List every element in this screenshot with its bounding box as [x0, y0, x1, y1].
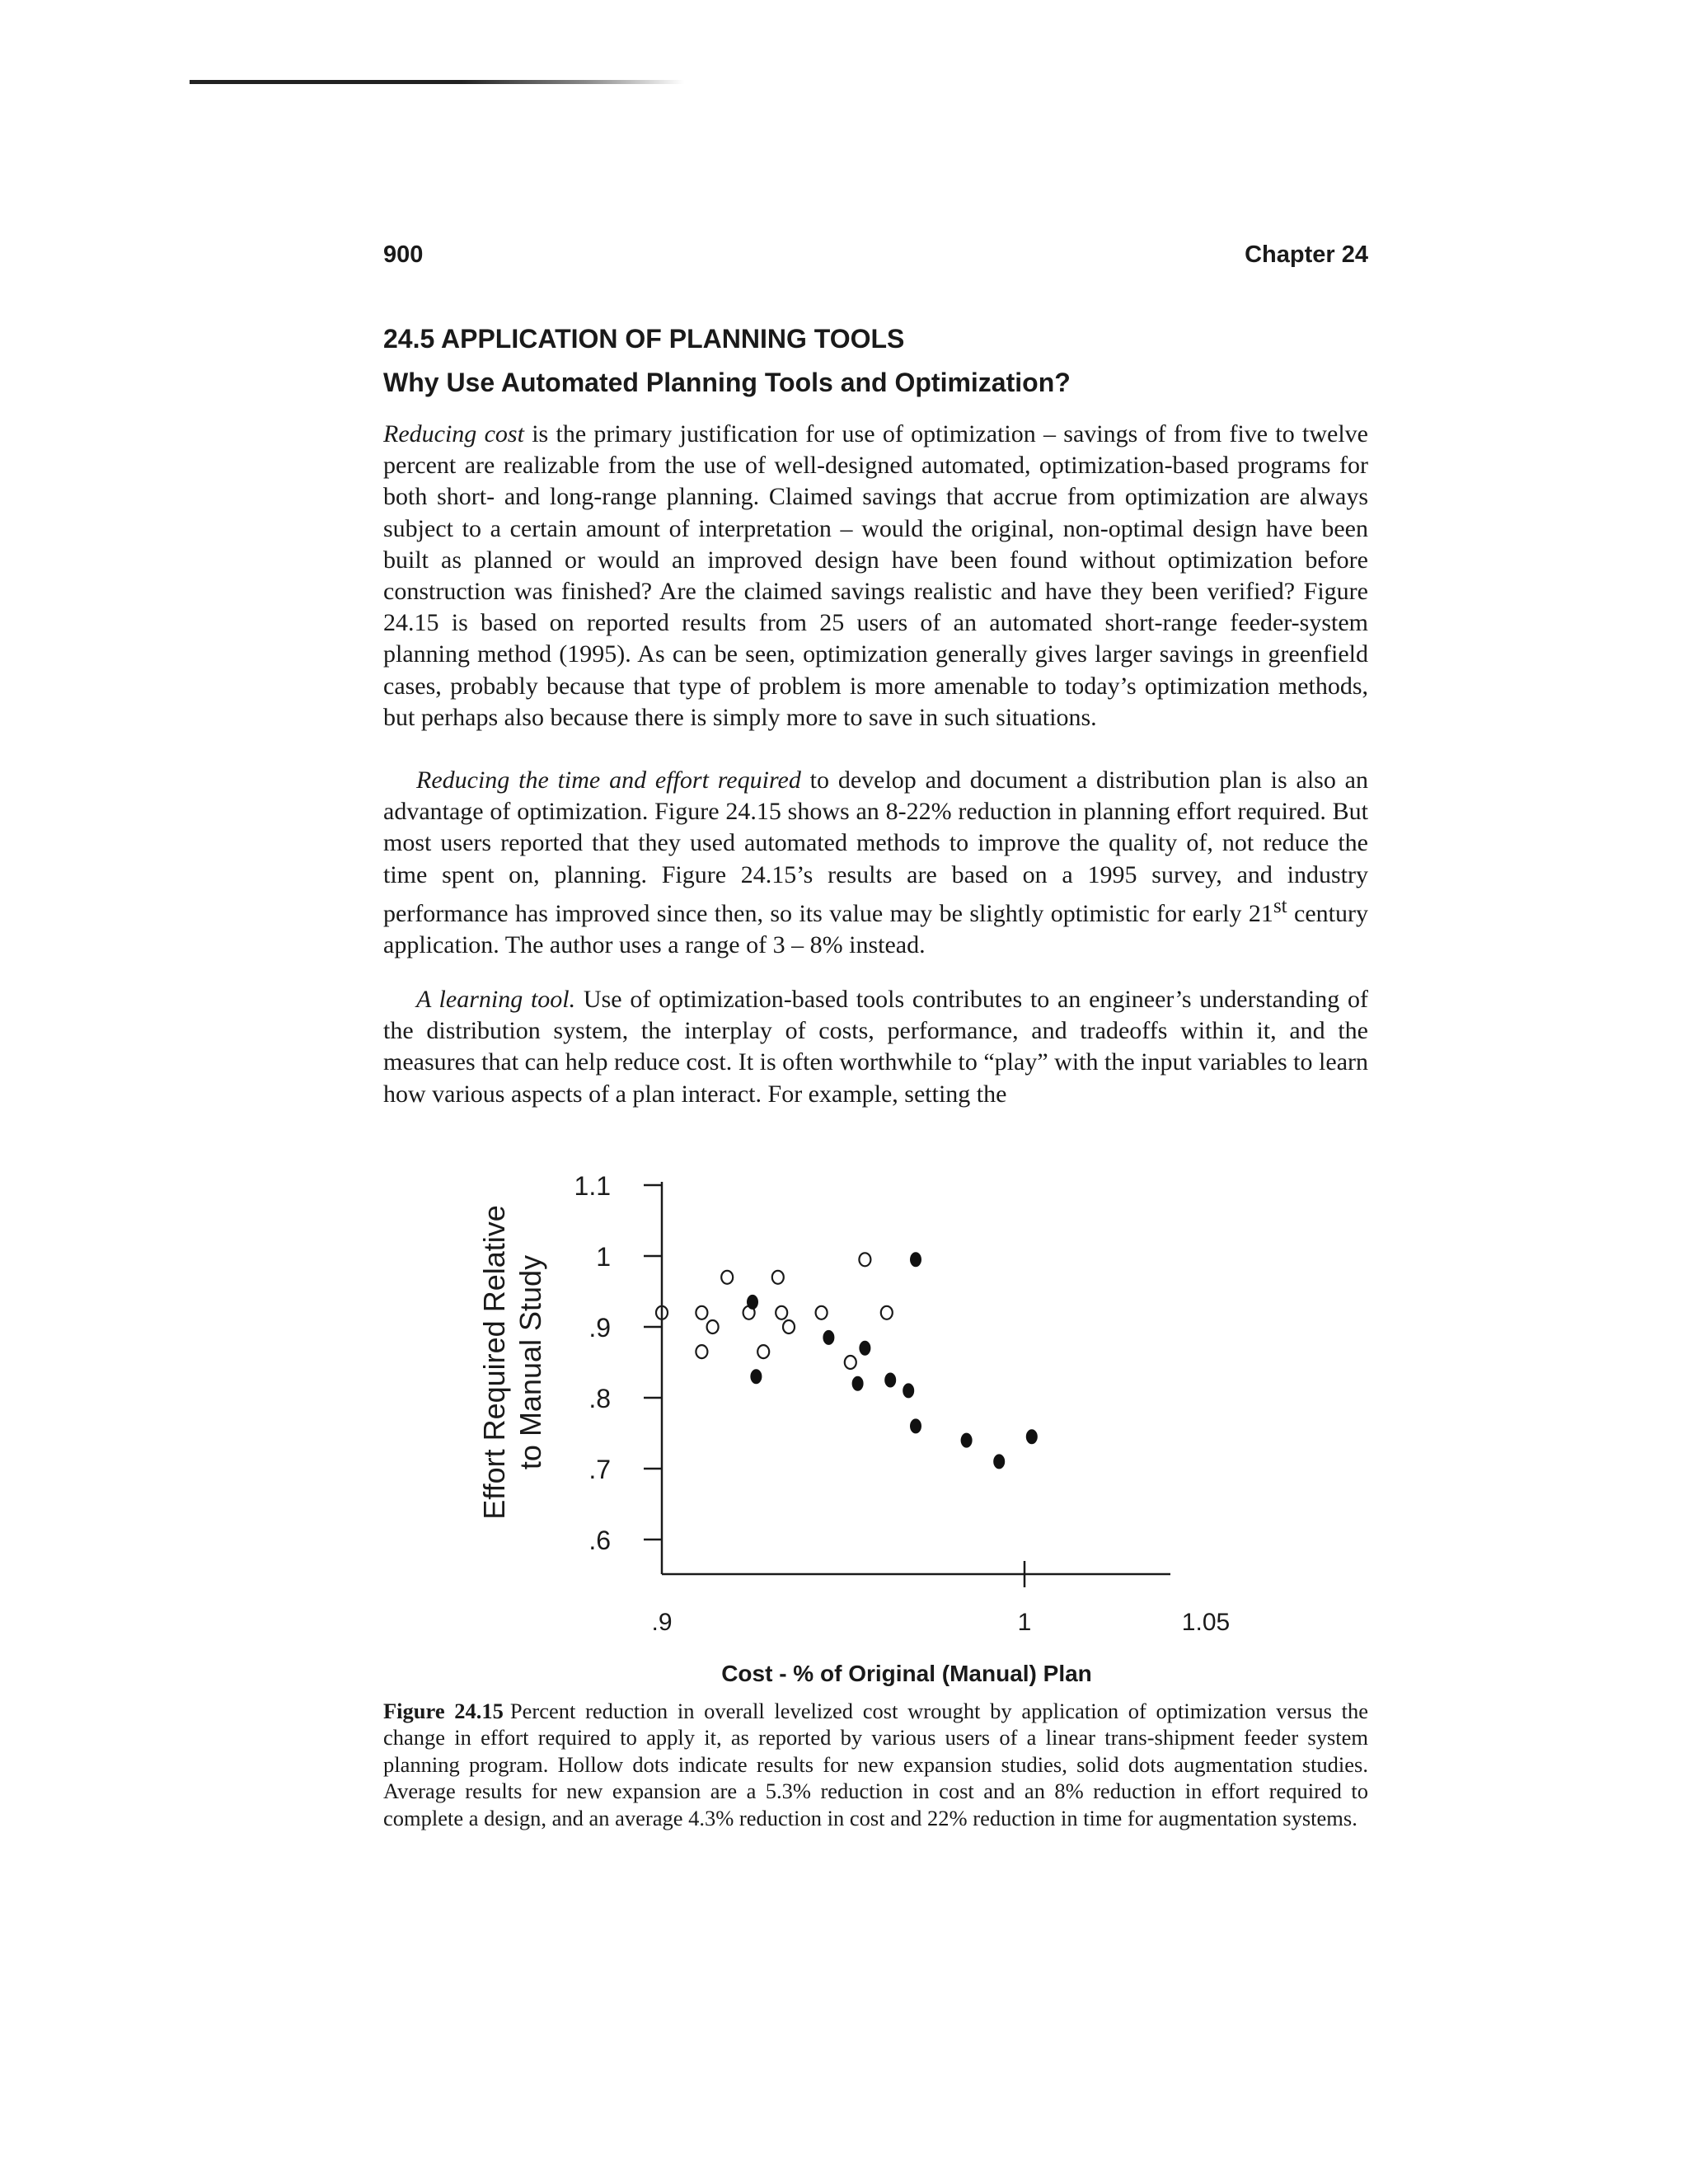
solid-point — [884, 1373, 896, 1388]
y-tick-label: .8 — [588, 1384, 611, 1413]
paragraph-lead: Reducing cost — [383, 420, 524, 448]
hollow-point — [845, 1356, 856, 1369]
x-tick-label: 1 — [1017, 1609, 1032, 1636]
paragraph-lead: A learning tool. — [416, 986, 576, 1013]
hollow-point — [776, 1306, 787, 1319]
caption-label: Figure 24.15 — [383, 1699, 504, 1723]
hollow-point — [783, 1320, 795, 1333]
paragraph-text: century application. The author uses a range of 3 – 8% instead. — [383, 899, 1368, 959]
x-ticks — [651, 1561, 1230, 1636]
solid-point — [852, 1376, 864, 1391]
paragraph-learning-tool — [383, 984, 1368, 1110]
top-rule — [190, 80, 684, 84]
caption-text: Percent reduction in overall levelized cost wrought by application of optimization versus the change in effort required to apply it, as reported by various users of a linear trans-shipment feeder system planning program. Hollow dots indicate results for new expansion studies, solid dots augmentation studies. Average results for new expansion are a 5.3% reduction in cost and an 8% reduction in effort required to complete a design, and an average 4.3% reduction in cost and 22% reduction in time for augmentation systems. — [383, 1699, 1368, 1830]
solid-point — [993, 1454, 1005, 1469]
solid-point — [750, 1369, 762, 1384]
x-axis-label: Cost - % of Original (Manual) Plan — [721, 1661, 1092, 1686]
paragraph-reducing-time — [383, 765, 1368, 961]
hollow-point — [859, 1253, 870, 1266]
superscript: st — [1273, 894, 1287, 917]
solid-point — [961, 1433, 973, 1448]
solid-point — [823, 1330, 834, 1345]
paragraph-lead: Reducing the time and effort required — [416, 766, 801, 794]
solid-point — [1026, 1429, 1038, 1444]
y-tick-label: .6 — [588, 1526, 611, 1555]
paragraph-reducing-cost — [383, 419, 1368, 733]
y-axis-label-group — [477, 1205, 547, 1520]
y-axis-label-line1: Effort Required Relative — [477, 1205, 511, 1520]
solid-point — [859, 1341, 870, 1356]
y-tick-label: .7 — [588, 1455, 611, 1484]
figure-caption — [383, 1698, 1368, 1831]
scatter-chart — [462, 1154, 1319, 1714]
y-tick-label: 1.1 — [574, 1171, 611, 1201]
x-tick-label: .9 — [651, 1609, 673, 1636]
subsection-title: Why Use Automated Planning Tools and Optimization? — [383, 368, 1071, 397]
x-tick-label: 1.05 — [1181, 1609, 1231, 1636]
solid-point — [910, 1418, 921, 1433]
page-number: 900 — [383, 241, 424, 268]
hollow-point — [721, 1271, 733, 1284]
section-title: 24.5 APPLICATION OF PLANNING TOOLS — [383, 324, 905, 354]
running-header: Chapter 24 — [1245, 241, 1368, 268]
y-tick-label: 1 — [596, 1242, 611, 1272]
y-axis-label-line2: to Manual Study — [513, 1254, 547, 1470]
hollow-point — [816, 1306, 828, 1319]
hollow-point — [696, 1345, 707, 1358]
y-tick-label: .9 — [588, 1313, 611, 1343]
figure-24-15 — [462, 1154, 1319, 1714]
y-ticks — [574, 1171, 662, 1555]
solid-point — [910, 1252, 921, 1267]
hollow-point — [707, 1320, 719, 1333]
paragraph-text: to develop and document a distribution plan is also an advantage of optimization. Figure 24.15 shows an 8-22% reduction in planning effort required. But most users reported that they used automated methods to improve the quality of, not reduce the time spent on, planning. Figure 24.15’s results are based on a 1995 survey, and industry performance has improved since then, so its value may be slightly optimistic for early 21 — [383, 766, 1368, 927]
solid-point — [747, 1295, 758, 1310]
hollow-point — [772, 1271, 784, 1284]
solid-point — [903, 1383, 914, 1398]
hollow-point — [881, 1306, 893, 1319]
paragraph-text: Use of optimization-based tools contributes to an engineer’s understanding of the distribution system, the interplay of costs, performance, and tradeoffs within it, and the measures that can help reduce cost. It is often worthwhile to “play” with the input variables to learn how various aspects of a plan interact. For example, setting the — [383, 986, 1368, 1108]
paragraph-text: is the primary justification for use of optimization – savings of from five to twelve percent are realizable from the use of well-designed automated, optimization-based programs for both short- and long-range planning. Claimed savings that accrue from optimization are always subject to a certain amount of interpretation – would the original, non-optimal design have been built as planned or would an improved design have been found without optimization before construction was finished? Are the claimed savings realistic and have they been verified? Figure 24.15 is based on reported results from 25 users of an automated short-range feeder-system planning method (1995). As can be seen, optimization generally gives larger savings in greenfield cases, probably because that type of problem is more amenable to today’s optimization methods, but perhaps also because there is simply more to save in such situations. — [383, 420, 1368, 731]
data-points — [656, 1252, 1038, 1469]
hollow-point — [696, 1306, 707, 1319]
hollow-point — [757, 1345, 769, 1358]
